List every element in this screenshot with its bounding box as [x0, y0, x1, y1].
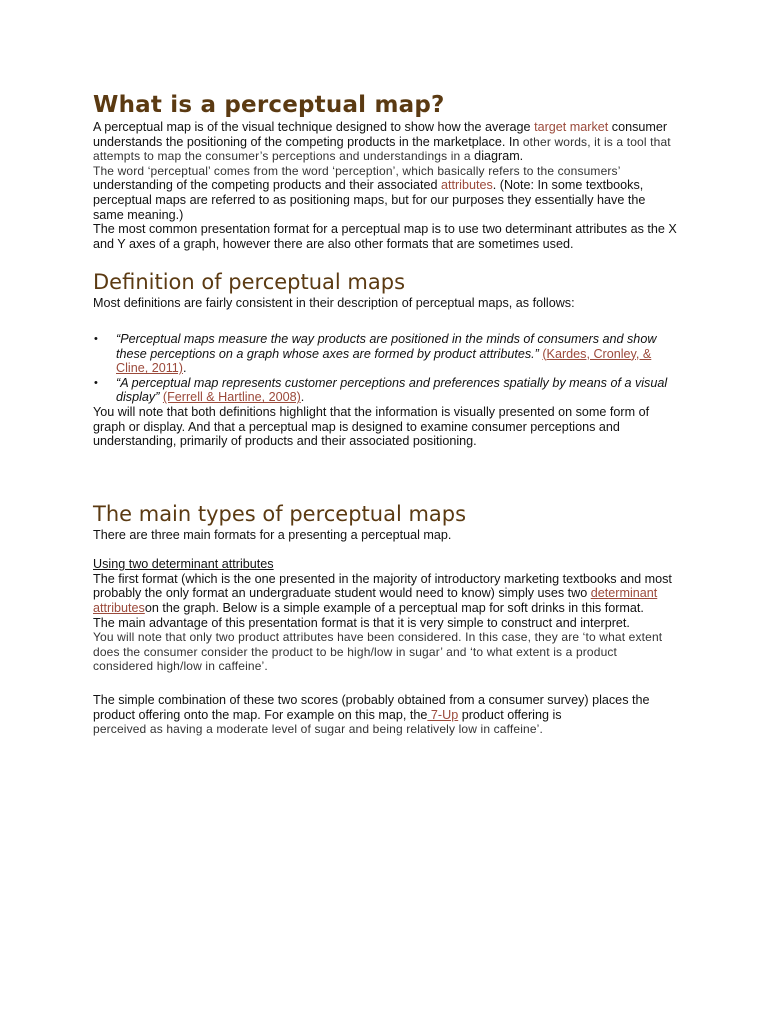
text: . [182, 361, 187, 376]
text: understanding of the competing products and their associated [93, 178, 441, 193]
paragraph-two-attributes-note: You will note that only two product attributes have been considered. In this case, they are ‘to what extent does the consumer consider the product to be high/low in sugar’ and ‘to what extent is a product considered high/low in caffeine’. [93, 630, 663, 674]
text: The simple combination of these two scores (probably obtained from a consumer survey) places the product offering onto the map. For example on this map, the [93, 693, 650, 722]
text: product offering is [458, 707, 562, 722]
subheading-two-attributes: Using two determinant attributes [93, 557, 274, 572]
text: consumer understands the positioning of the competing products in the marketplace. In [93, 120, 668, 149]
document-page [93, 90, 678, 737]
text: . (Note: In some textbooks, perceptual maps are referred to as positioning maps, but for our purposes they essentially have the same meaning.) [93, 178, 646, 222]
7up-link[interactable]: 7-Up [427, 707, 459, 722]
list-item [94, 331, 678, 376]
definition-list [93, 332, 678, 405]
text: diagram. [470, 149, 524, 164]
page-title: What is a perceptual map? [93, 92, 445, 118]
quote-text: “A perceptual map represents customer perceptions and preferences spatially by means of a visual display” [116, 375, 668, 405]
paragraph-combination [93, 693, 678, 737]
paragraph-definition-intro: Most definitions are fairly consistent in their description of perceptual maps, as follows: [93, 296, 575, 311]
section-heading-definition: Definition of perceptual maps [93, 270, 406, 295]
target-market-link[interactable]: target market [534, 120, 609, 134]
text: on the graph. Below is a simple example of a perceptual map for soft drinks in this format. [144, 601, 644, 616]
paragraph-intro [93, 120, 678, 164]
paragraph-types-intro: There are three main formats for a presenting a perceptual map. [93, 527, 452, 542]
text: A perceptual map is of the visual technique designed to show how the average [93, 120, 535, 134]
text: other words, it is a tool that attempts to map the consumer’s perceptions and understandings in a [93, 134, 671, 164]
citation-link-kardes[interactable]: (Kardes, Cronley, & Cline, 2011) [116, 346, 652, 376]
bullet-icon: • [94, 332, 98, 345]
text: The first format (which is the one presented in the majority of introductory marketing textbooks and most probably the only format an undergraduate student would need to know) simply uses two [93, 571, 672, 601]
determinant-attributes-link[interactable]: determinant attributes [93, 586, 658, 616]
text: perceived as having a moderate level of sugar and being relatively low in caffeine’. [93, 722, 543, 737]
text: . [300, 390, 305, 405]
attributes-link[interactable]: attributes [440, 178, 493, 193]
list-item [94, 375, 678, 405]
paragraph-first-format [93, 572, 678, 616]
section-heading-types: The main types of perceptual maps [93, 501, 467, 526]
citation-link-ferrell[interactable]: (Ferrell & Hartline, 2008) [162, 390, 301, 405]
paragraph-definition-summary: You will note that both definitions highlight that the information is visually presented on some form of graph or display. And that a perceptual map is designed to examine consumer perceptions and understanding, primarily of products and their associated positioning. [93, 404, 650, 449]
text: The word ‘perceptual’ comes from the word ‘perception’, which basically refers to the consumers’ [93, 163, 621, 178]
paragraph-word-origin [93, 164, 678, 222]
bullet-icon: • [94, 376, 98, 389]
paragraph-main-advantage: The main advantage of this presentation format is that it is very simple to construct and interpret. [93, 615, 630, 630]
paragraph-presentation-format: The most common presentation format for a perceptual map is to use two determinant attributes as the X and Y axes of a graph, however there are also other formats that are sometimes used. [93, 222, 677, 251]
quote-text: “Perceptual maps measure the way products are positioned in the minds of consumers and show these perceptions on a graph whose axes are formed by product attributes.” [116, 331, 657, 361]
